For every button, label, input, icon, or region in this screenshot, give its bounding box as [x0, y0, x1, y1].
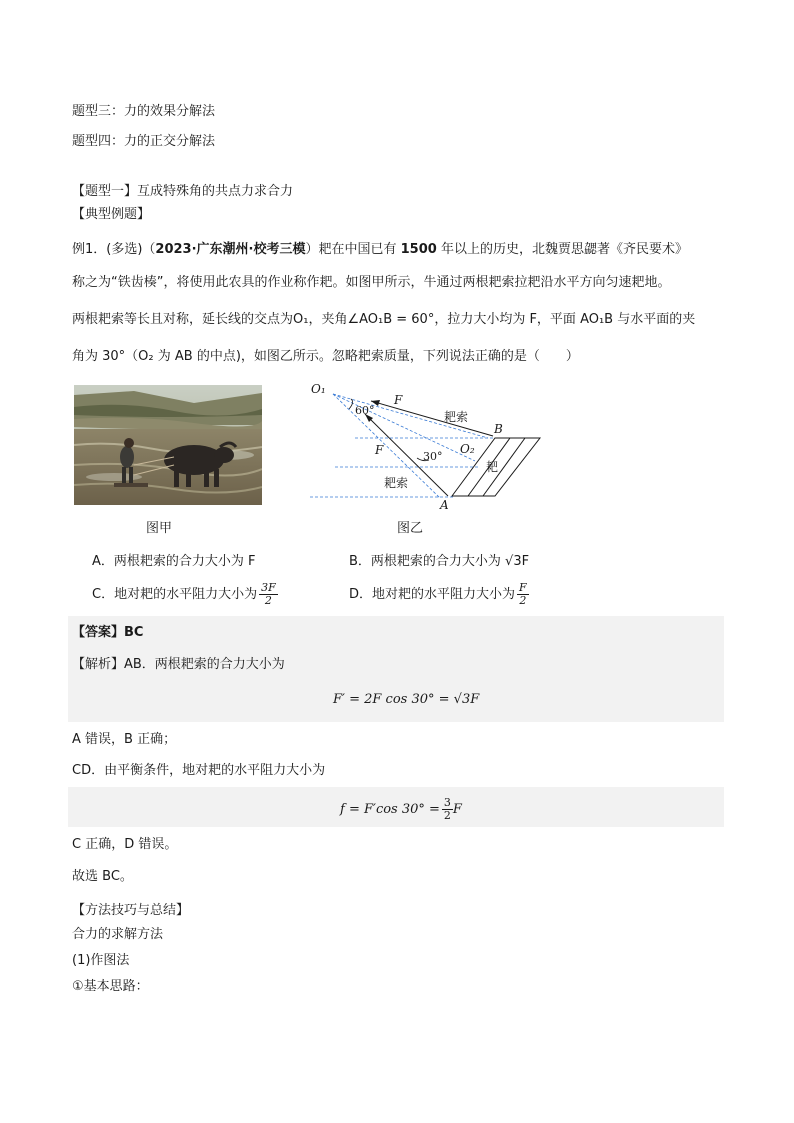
label-b: B — [494, 422, 503, 436]
question-source: 2023·广东潮州·校考三模 — [155, 242, 306, 257]
option-a: A．两根耙索的合力大小为 F — [92, 554, 256, 569]
question-text: ）耙在中国已有 — [305, 242, 397, 257]
question-text-end: 年以上的历史，北魏贾思勰著《齐民要术》 — [440, 242, 688, 257]
formula-resultant: F′ = 2F cos 30° = √3F — [333, 692, 480, 707]
option-c-denominator: 2 — [264, 594, 272, 607]
method-line-2: (1)作图法 — [72, 953, 130, 968]
cd-intro: CD．由平衡条件，地对耙的水平阻力大小为 — [72, 763, 326, 778]
force-diagram — [305, 378, 545, 518]
formula-friction-prefix: f = F′cos 30° = — [340, 802, 440, 817]
example-heading: 【典型例题】 — [72, 207, 151, 222]
answer-label: 【答案】BC — [72, 625, 144, 640]
option-b: B．两根耙索的合力大小为 √3F — [349, 554, 530, 569]
formula-friction-denominator: 2 — [443, 809, 451, 822]
method-line-3: ①基本思路： — [72, 979, 149, 994]
label-o2: O₂ — [460, 442, 475, 456]
method-line-1: 合力的求解方法 — [72, 927, 164, 942]
option-c-numerator: 3F — [261, 581, 276, 594]
plowing-photo — [74, 385, 262, 505]
option-d-text: D．地对耙的水平阻力大小为 — [349, 587, 516, 602]
photo-caption: 图甲 — [146, 521, 173, 536]
option-c-text: C．地对耙的水平阻力大小为 — [92, 587, 258, 602]
label-rope-top: 耙索 — [444, 410, 469, 424]
label-angle-60: 60° — [355, 404, 375, 417]
label-rake: 耙 — [486, 460, 499, 474]
conclusion-ab: A 错误，B 正确； — [72, 732, 177, 747]
section-title: 【题型一】互成特殊角的共点力求合力 — [72, 184, 294, 199]
toc-item-3: 题型三：力的效果分解法 — [72, 104, 216, 119]
option-c — [92, 582, 278, 607]
question-line-4: 角为 30°（O₂ 为 AB 的中点)，如图乙所示。忽略耙索质量，下列说法正确的是（ ） — [72, 349, 579, 364]
question-year-count: 1500 — [400, 242, 437, 257]
formula-friction-fraction — [442, 797, 453, 822]
formula-friction-suffix: F — [452, 802, 462, 817]
question-line-2: 称之为“铁齿楱”，将使用此农具的作业称作耙。如图甲所示，牛通过两根耙索拉耙沿水平方向匀速耙地。 — [72, 275, 671, 290]
question-prefix: 例1．(多选)（ — [72, 242, 156, 257]
question-line-3: 两根耙索等长且对称，延长线的交点为O₁，夹角∠AO₁B = 60°，拉力大小均为 F，平面 AO₁B 与水平面的夹 — [72, 312, 696, 327]
question-line-1 — [72, 241, 688, 259]
formula-friction — [340, 797, 462, 822]
label-force-bottom: F — [375, 443, 384, 457]
toc-item-4: 题型四：力的正交分解法 — [72, 134, 216, 149]
formula-friction-numerator: 3 — [443, 796, 451, 809]
diagram-caption: 图乙 — [397, 521, 424, 536]
option-c-fraction — [259, 582, 278, 607]
option-d-fraction — [517, 582, 529, 607]
method-heading: 【方法技巧与总结】 — [72, 903, 190, 918]
label-o1: O₁ — [311, 382, 326, 396]
label-force-top: F — [394, 393, 403, 407]
analysis-intro: 【解析】AB．两根耙索的合力大小为 — [72, 657, 285, 672]
conclusion-cd: C 正确，D 错误。 — [72, 837, 178, 852]
final-answer: 故选 BC。 — [72, 869, 133, 884]
option-d — [349, 582, 529, 607]
label-angle-30: 30° — [423, 450, 443, 463]
option-d-numerator: F — [519, 581, 527, 594]
option-d-denominator: 2 — [519, 594, 527, 607]
label-a: A — [440, 498, 449, 512]
label-rope-bottom: 耙索 — [384, 476, 409, 490]
